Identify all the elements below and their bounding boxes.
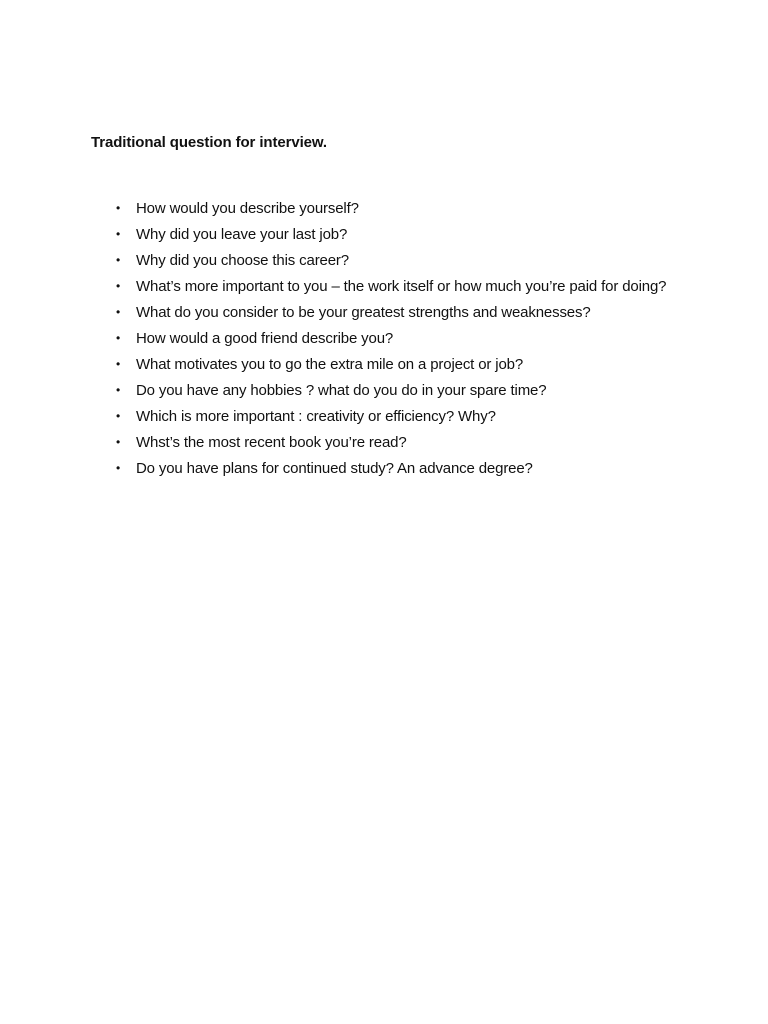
question-text: What motivates you to go the extra mile on a project or job? [136,356,524,373]
question-text: How would you describe yourself? [136,200,359,217]
question-text: Do you have any hobbies ? what do you do in your spare time? [136,382,547,399]
bullet-icon: • [116,331,121,345]
question-text: How would a good friend describe you? [136,330,394,347]
bullet-icon: • [116,227,121,241]
bullet-icon: • [116,253,121,267]
list-item [116,197,676,220]
list-item [116,457,676,480]
bullet-icon: • [116,201,121,215]
list-item [116,249,676,272]
list-item [116,327,676,350]
question-list [116,197,676,483]
question-text: Whst’s the most recent book you’re read? [136,434,407,451]
question-text: Which is more important : creativity or efficiency? Why? [136,408,496,425]
bullet-icon: • [116,383,121,397]
list-item [116,353,676,376]
list-item [116,379,676,402]
question-text: Do you have plans for continued study? An advance degree? [136,460,533,477]
list-item [116,431,676,454]
document-title: Traditional question for interview. [91,134,327,151]
bullet-icon: • [116,409,121,423]
question-text: Why did you choose this career? [136,252,349,269]
list-item [116,275,676,298]
question-text: What do you consider to be your greatest strengths and weaknesses? [136,304,591,321]
list-item [116,405,676,428]
bullet-icon: • [116,305,121,319]
list-item [116,301,676,324]
question-text: What’s more important to you – the work itself or how much you’re paid for doing? [136,278,667,295]
list-item [116,223,676,246]
question-text: Why did you leave your last job? [136,226,348,243]
bullet-icon: • [116,279,121,293]
bullet-icon: • [116,461,121,475]
bullet-icon: • [116,357,121,371]
bullet-icon: • [116,435,121,449]
